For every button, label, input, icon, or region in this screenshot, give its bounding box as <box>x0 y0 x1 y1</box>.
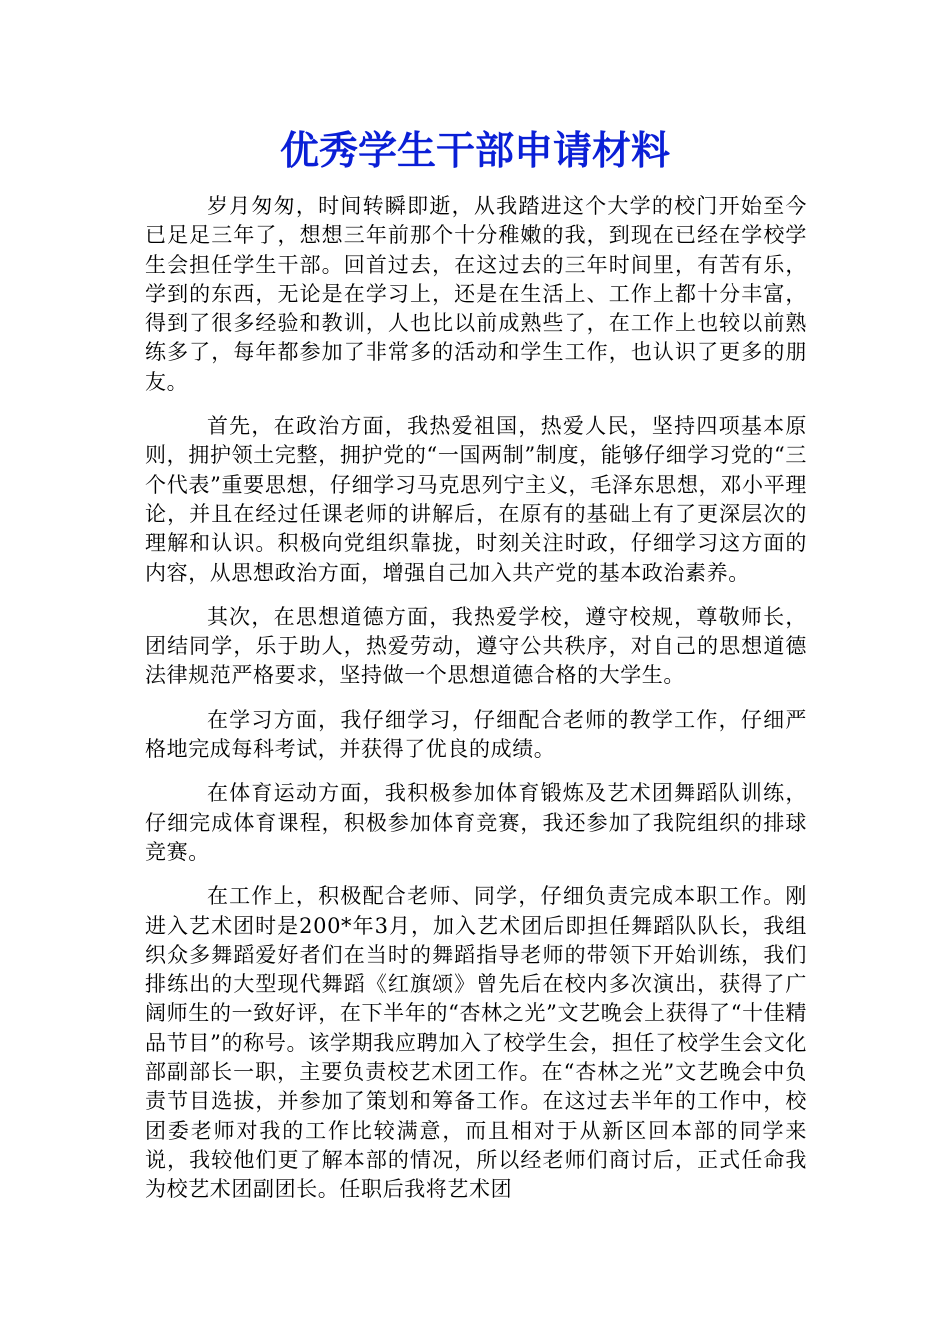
document-title: 优秀学生干部申请材料 <box>279 129 670 174</box>
paragraph-intro: 岁月匆匆，时间转瞬即逝，从我踏进这个大学的校门开始至今已足足三年了，想想三年前那个十分稚嫩的我，到现在已经在学校学生会担任学生干部。回首过去，在这过去的三年时间里，有苦有乐，学到的东西，无论是在学习上，还是在生活上、工作上都十分丰富，得到了很多经验和教训，人也比以前成熟些了，在工作上也较以前熟练多了，每年都参加了非常多的活动和学生工作，也认识了更多的朋友。 <box>145 194 807 394</box>
paragraph-morality: 其次，在思想道德方面，我热爱学校，遵守校规，尊敬师长，团结同学，乐于助人，热爱劳动，遵守公共秩序，对自己的思想道德法律规范严格要求，坚持做一个思想道德合格的大学生。 <box>145 604 807 688</box>
document-body <box>145 192 807 1220</box>
paragraph-work: 在工作上，积极配合老师、同学，仔细负责完成本职工作。刚进入艺术团时是200*年3月，加入艺术团后即担任舞蹈队队长，我组织众多舞蹈爱好者们在当时的舞蹈指导老师的带领下开始训练，我们排练出的大型现代舞蹈《红旗颂》曾先后在校内多次演出，获得了广阔师生的一致好评，在下半年的“杏林之光”文艺晚会上获得了“十佳精品节目”的称号。该学期我应聘加入了校学生会，担任了校学生会文化部副部长一职，主要负责校艺术团工作。在“杏林之光”文艺晚会中负责节目选拔，并参加了策划和筹备工作。在这过去半年的工作中，校团委老师对我的工作比较满意，而且相对于从新区回本部的同学来说，我较他们更了解本部的情况，所以经老师们商讨后，正式任命我为校艺术团副团长。任职后我将艺术团 <box>145 884 807 1202</box>
paragraph-politics: 首先，在政治方面，我热爱祖国，热爱人民，坚持四项基本原则，拥护领土完整，拥护党的“一国两制”制度，能够仔细学习党的“三个代表”重要思想，仔细学习马克思列宁主义，毛泽东思想，邓小平理论，并且在经过任课老师的讲解后，在原有的基础上有了更深层次的理解和认识。积极向党组织靠拢，时刻关注时政，仔细学习这方面的内容，从思想政治方面，增强自己加入共产党的基本政治素养。 <box>145 414 807 585</box>
paragraph-study: 在学习方面，我仔细学习，仔细配合老师的教学工作，仔细严格地完成每科考试，并获得了优良的成绩。 <box>145 707 807 762</box>
paragraph-sports: 在体育运动方面，我积极参加体育锻炼及艺术团舞蹈队训练，仔细完成体育课程，积极参加体育竞赛，我还参加了我院组织的排球竞赛。 <box>145 781 807 864</box>
